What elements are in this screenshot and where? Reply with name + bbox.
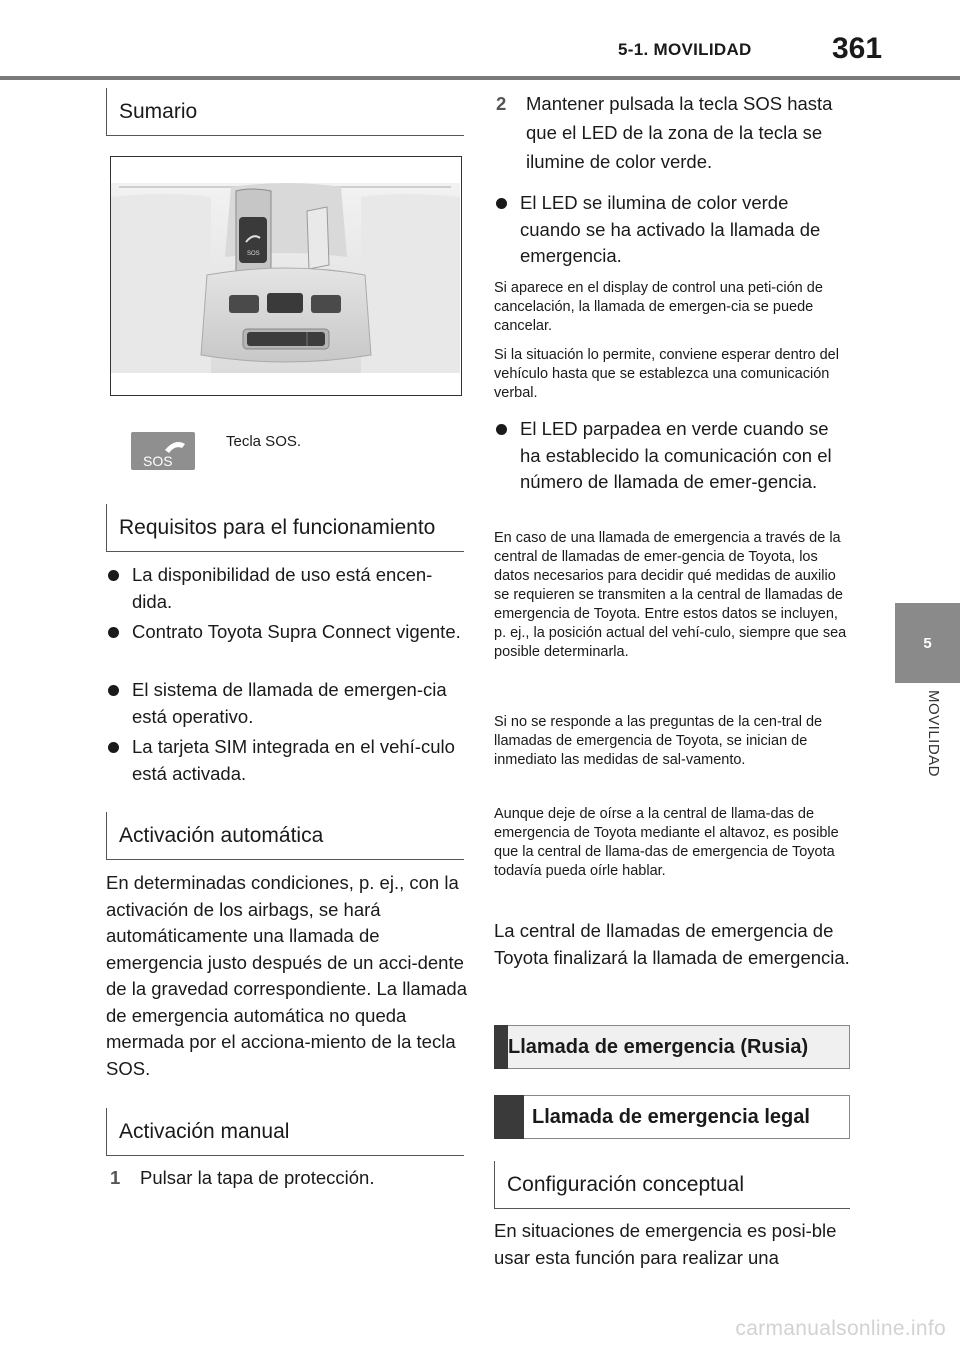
step-number: 2	[496, 93, 507, 114]
list-item: El LED se ilumina de color verde cuando se ha activado la llamada de emergencia.	[494, 190, 850, 270]
sos-key-icon	[131, 432, 195, 470]
watermark: carmanualsonline.info	[735, 1317, 946, 1340]
note-text: Si no se responde a las preguntas de la cen-tral de llamadas de emergencia de Toyota, se inician de inmediato las medidas de sal-vamento.	[494, 714, 823, 768]
step-1	[110, 1163, 468, 1192]
header-rule	[0, 76, 960, 80]
chapter-label: MOVILIDAD	[925, 690, 942, 778]
icon-caption: Tecla SOS.	[226, 433, 302, 450]
heading-configuracion: Configuración conceptual	[494, 1161, 850, 1209]
page-number: 361	[832, 32, 883, 65]
note-text: Si la situación lo permite, conviene esperar dentro del vehículo hasta que se establezca una comunicación verbal.	[494, 347, 839, 401]
heading-rusia: Llamada de emergencia (Rusia)	[494, 1025, 850, 1069]
overhead-console-illustration	[111, 157, 460, 394]
list-item: Contrato Toyota Supra Connect vigente.	[106, 619, 468, 646]
heading-activacion-manual: Activación manual	[106, 1108, 464, 1156]
auto-activation-text: En determinadas condiciones, p. ej., con la activación de los airbags, se hará automáticamente una llamada de emergencia justo después de un acci-dente de la gravedad correspondiente. La llamada de emergencia automática no queda mermada por el acciona-miento de la tecla SOS.	[106, 872, 467, 1079]
step-number: 1	[110, 1167, 121, 1188]
closing-paragraph: La central de llamadas de emergencia de Toyota finalizará la llamada de emergencia.	[494, 920, 850, 968]
heading-activacion-automatica: Activación automática	[106, 812, 464, 860]
heading-sumario: Sumario	[106, 88, 464, 136]
note-text: Aunque deje de oírse a la central de llama-das de emergencia de Toyota mediante el altavoz, es posible que la central de llama-das de emergencia de Toyota todavía pueda oírle hablar.	[494, 806, 839, 879]
sos-label: SOS	[247, 251, 260, 257]
heading-legal: Llamada de emergencia legal	[494, 1095, 850, 1139]
heading-bar	[494, 1095, 524, 1139]
chapter-tab	[895, 603, 960, 683]
list-item: El sistema de llamada de emergen-cia está operativo.	[106, 677, 468, 730]
overhead-console-figure	[110, 156, 462, 396]
step-text: Mantener pulsada la tecla SOS hasta que el LED de la zona de la tecla se ilumine de color verde.	[526, 93, 833, 172]
list-item: El LED parpadea en verde cuando se ha establecido la comunicación con el número de llamada de emer-gencia.	[494, 416, 850, 496]
note-text: Si aparece en el display de control una peti-ción de cancelación, la llamada de emergen-cia se puede cancelar.	[494, 280, 823, 334]
heading-bar	[494, 1025, 508, 1069]
note-text: En caso de una llamada de emergencia a través de la central de llamadas de emer-gencia de Toyota, los datos necesarios para decidir qué medidas de auxilio se requieren se transmiten a la central de llamadas de emergencia de Toyota. Entre estos datos se incluyen, p. ej., la posición actual del vehí-culo, siempre que sea posible determinarla.	[494, 530, 847, 660]
section-title: 5-1. MOVILIDAD	[618, 40, 752, 59]
step-text: Pulsar la tapa de protección.	[140, 1167, 375, 1188]
list-item: La disponibilidad de uso está encen-dida.	[106, 562, 468, 615]
chapter-number: 5	[923, 634, 932, 652]
heading-requisitos: Requisitos para el funcionamiento	[106, 504, 464, 552]
step-2	[496, 89, 848, 176]
config-text: En situaciones de emergencia es posi-ble usar esta función para realizar una	[494, 1220, 837, 1268]
list-item: La tarjeta SIM integrada en el vehí-culo está activada.	[106, 734, 468, 787]
sos-icon-text: SOS	[143, 453, 173, 469]
